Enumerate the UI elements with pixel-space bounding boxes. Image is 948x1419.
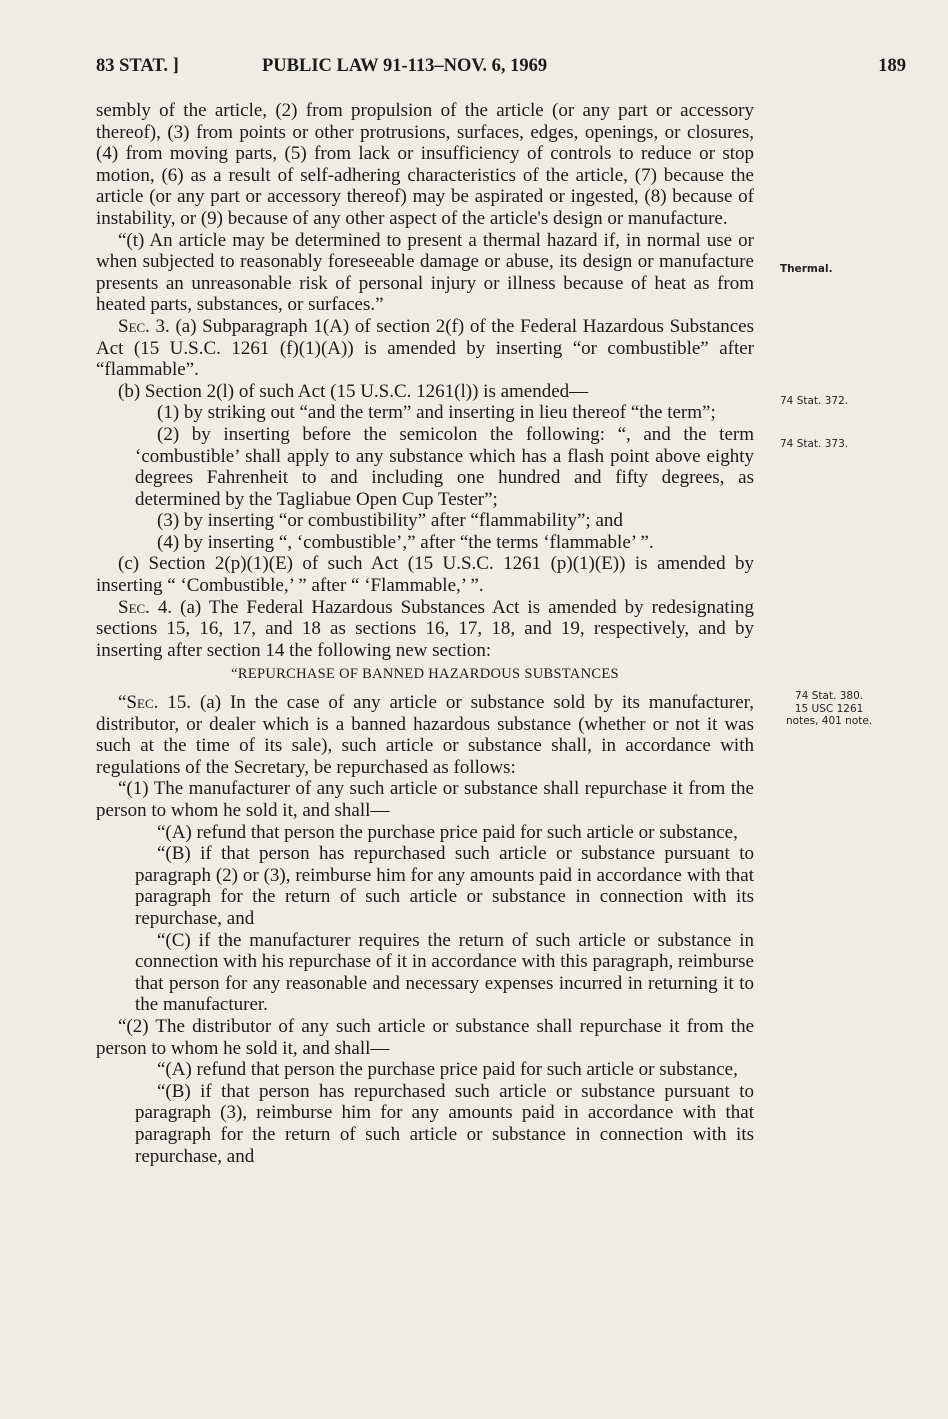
paragraph-continuation: sembly of the article, (2) from propulsion of the article (or any part or accessory thereof), (3) from points or other protrusions, surfaces, edges, openings, or closures, (4) from moving parts, (5) from lack or insufficiency of controls to reduce or stop motion, (6) as a result of self-adhering characteristics of the article, (7) because the article (or any part or accessory thereof) may be aspirated or ingested, (8) because of instability, or (9) because of any other aspect of the article's design or manufacture. <box>96 100 754 229</box>
page-header <box>96 56 906 84</box>
section-3-b-2: (2) by inserting before the semicolon the following: “, and the term ‘combustible’ shall apply to any substance which has a flash point above eighty degrees Fahrenheit to and including one hundred and fifty degrees, as determined by the Tagliabue Open Cup Tester”; <box>135 423 754 510</box>
section-15-1: “(1) The manufacturer of any such article or substance shall repurchase it from the person to whom he sold it, and shall— <box>96 778 754 821</box>
section-3-label: Sec. 3. <box>118 315 170 337</box>
section-15-1-C: “(C) if the manufacturer requires the return of such article or substance in connection with his repurchase of it in accordance with this paragraph, reimburse that person for any reasonable and necessary expenses incurred in returning it to the manufacturer. <box>135 929 754 1016</box>
section-15-a <box>96 692 754 778</box>
section-15-1-A: “(A) refund that person the purchase price paid for such article or substance, <box>157 821 738 843</box>
margin-note-stat-373: 74 Stat. 373. <box>780 438 849 450</box>
section-3-b-4: (4) by inserting “, ‘combustible’,” after “the terms ‘flammable’ ”. <box>157 531 654 553</box>
margin-note-stat-380 <box>786 690 872 728</box>
section-15-2-B: “(B) if that person has repurchased such article or substance pursuant to paragraph (3), reimburse him for any amounts paid in accordance with that paragraph for the return of such article or substance in connection with its repurchase, and <box>135 1080 754 1167</box>
section-3-a <box>96 316 754 381</box>
section-15-a-text: (a) In the case of any article or substance sold by its manufacturer, distributor, or dealer which is a banned hazardous substance (whether or not it was such at the time of its sale), such article or substance shall, in accordance with regulations of the Secretary, be repurchased as follows: <box>96 692 755 778</box>
paragraph-thermal-hazard: “(t) An article may be determined to present a thermal hazard if, in normal use or when subjected to reasonably foreseeable damage or abuse, its design or manufacture presents an unreasonable risk of personal injury or illness because of heat as from heated parts, substances, or surfaces.” <box>96 229 754 316</box>
section-15-label: “Sec. 15. <box>118 692 192 714</box>
section-4-a <box>96 597 754 662</box>
section-3-b: (b) Section 2(l) of such Act (15 U.S.C. 1261(l)) is amended— <box>118 380 589 402</box>
header-public-law-title: PUBLIC LAW 91-113–NOV. 6, 1969 <box>262 56 548 76</box>
section-15-heading: “REPURCHASE OF BANNED HAZARDOUS SUBSTANCES <box>231 666 619 683</box>
body-text <box>96 100 754 1167</box>
section-4-label: Sec. 4. <box>118 596 173 618</box>
section-3-b-1: (1) by striking out “and the term” and inserting in lieu thereof “the term”; <box>157 402 716 424</box>
section-15-2-A: “(A) refund that person the purchase price paid for such article or substance, <box>157 1059 738 1081</box>
margin-note-stat-380-line1: 74 Stat. 380. <box>795 690 864 702</box>
section-3-c: (c) Section 2(p)(1)(E) of such Act (15 U.S.C. 1261 (p)(1)(E)) is amended by inserting “ ‘Combustible,’ ” after “ ‘Flammable,’ ”. <box>96 553 754 597</box>
margin-note-stat-372: 74 Stat. 372. <box>780 395 849 407</box>
header-statute-volume: 83 STAT. ] <box>96 56 179 76</box>
header-page-number: 189 <box>878 56 906 76</box>
margin-note-thermal: Thermal. <box>780 263 833 275</box>
section-3-b-3: (3) by inserting “or combustibility” after “flammability”; and <box>157 510 623 532</box>
section-4-a-text: (a) The Federal Hazardous Substances Act is amended by redesignating sections 15, 16, 17, and 18 as sections 16, 17, 18, and 19, respectively, and by inserting after section 14 the following new section: <box>96 596 754 661</box>
margin-note-stat-380-line3: notes, 401 note. <box>786 715 873 727</box>
margin-note-stat-380-line2: 15 USC 1261 <box>794 702 864 715</box>
section-15-2: “(2) The distributor of any such article or substance shall repurchase it from the person to whom he sold it, and shall— <box>96 1015 754 1059</box>
section-15-1-B: “(B) if that person has repurchased such article or substance pursuant to paragraph (2) or (3), reimburse him for any amounts paid in accordance with that paragraph for the return of such article or substance in connection with its repurchase, and <box>135 843 754 929</box>
section-3-a-text: (a) Subparagraph 1(A) of section 2(f) of the Federal Hazardous Substances Act (15 U.S.C. 1261 (f)(1)(A)) is amended by inserting “or combustible” after “flammable”. <box>96 315 755 381</box>
